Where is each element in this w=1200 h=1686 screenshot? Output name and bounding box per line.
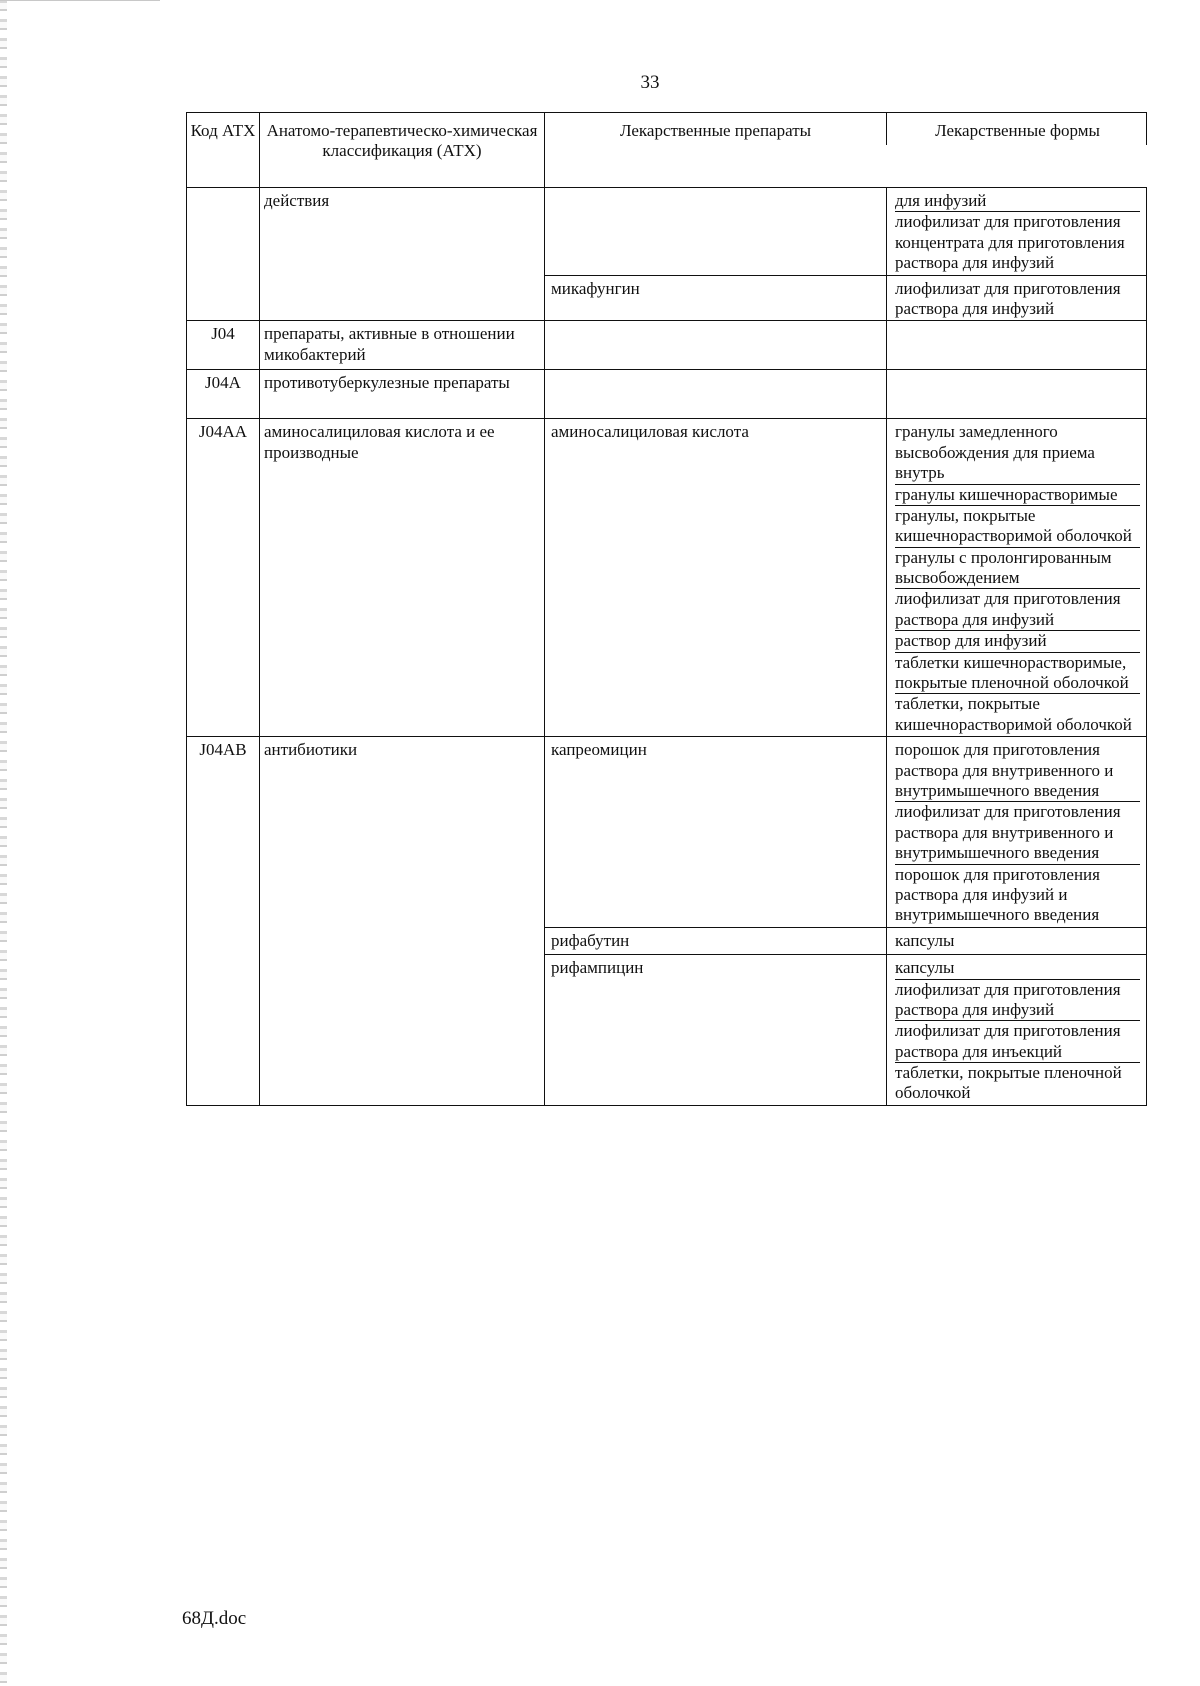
drug-form: таблетки кишечнорастворимые, покрытые пленочной оболочкой xyxy=(895,653,1140,695)
table-row xyxy=(186,321,1147,370)
atc-code: J04AB xyxy=(186,737,260,1105)
drug-group xyxy=(545,188,1147,276)
atc-code: J04A xyxy=(186,370,260,418)
drug-form: гранулы, покрытые кишечнорастворимой оболочкой xyxy=(895,506,1140,548)
drug-form xyxy=(895,324,1140,368)
drug-table xyxy=(186,112,1147,1106)
drug-name: рифампицин xyxy=(545,955,887,1105)
drug-group xyxy=(545,955,1147,1105)
drug-group xyxy=(545,737,1147,928)
table-row xyxy=(186,737,1147,1106)
table-row xyxy=(186,188,1147,321)
drug-form: лиофилизат для приготовления концентрата для приготовления раствора для инфузий xyxy=(895,212,1125,273)
drug-group xyxy=(545,419,1147,736)
drug-form: для инфузий xyxy=(895,191,1140,212)
drug-name xyxy=(545,188,887,275)
scan-edge xyxy=(0,0,7,1686)
atc-class: действия xyxy=(260,188,545,320)
drug-form: лиофилизат для приготовления раствора для инфузий xyxy=(895,589,1140,631)
scan-corner-line xyxy=(0,0,160,1)
drug-name: капреомицин xyxy=(545,737,887,927)
header-drugs: Лекарственные препараты xyxy=(545,113,887,145)
drug-form: капсулы xyxy=(895,958,1140,979)
header-atc-code: Код АТХ xyxy=(186,113,260,187)
drug-form: порошок для приготовления раствора для внутривенного и внутримышечного введения xyxy=(895,740,1140,802)
table-row xyxy=(186,419,1147,737)
drug-group xyxy=(545,928,1147,955)
table-header-row xyxy=(186,112,1147,188)
atc-code xyxy=(186,188,260,320)
drug-form: лиофилизат для приготовления раствора для инфузий xyxy=(895,980,1140,1022)
drug-form: порошок для приготовления раствора для инфузий и внутримышечного введения xyxy=(895,864,1100,925)
drug-name: микафунгин xyxy=(545,276,887,321)
table-row xyxy=(186,370,1147,419)
drug-form: гранулы с пролонгированным высвобождением xyxy=(895,548,1140,590)
drug-form: гранулы кишечнорастворимые xyxy=(895,485,1140,506)
footer-filename: 68Д.doc xyxy=(182,1608,247,1629)
drug-group xyxy=(545,276,1147,321)
atc-class: препараты, активные в отношении микобактерий xyxy=(260,321,545,369)
atc-class: противотуберкулезные препараты xyxy=(260,370,545,418)
header-forms: Лекарственные формы xyxy=(887,113,1147,145)
drug-form: капсулы xyxy=(895,930,955,950)
drug-form: лиофилизат для приготовления раствора для инъекций xyxy=(895,1021,1140,1063)
atc-code: J04AA xyxy=(186,419,260,736)
drug-name: аминосалициловая кислота xyxy=(545,419,887,736)
atc-class: антибиотики xyxy=(260,737,545,1105)
drug-form: лиофилизат для приготовления раствора для инфузий xyxy=(895,278,1121,318)
drug-name xyxy=(545,321,887,369)
drug-form: таблетки, покрытые кишечнорастворимой оболочкой xyxy=(895,694,1132,734)
drug-form: лиофилизат для приготовления раствора для внутривенного и внутримышечного введения xyxy=(895,802,1140,864)
drug-form: гранулы замедленного высвобождения для приема внутрь xyxy=(895,422,1140,484)
page-number: 33 xyxy=(640,72,660,93)
drug-form: раствор для инфузий xyxy=(895,631,1140,652)
atc-class: аминосалициловая кислота и ее производные xyxy=(260,419,545,736)
atc-code: J04 xyxy=(186,321,260,369)
drug-name xyxy=(545,370,887,418)
header-atc-classification: Анатомо-терапевтическо-химическая классификация (АТХ) xyxy=(260,113,545,187)
drug-form: таблетки, покрытые пленочной оболочкой xyxy=(895,1063,1122,1103)
drug-name: рифабутин xyxy=(545,928,887,954)
drug-form xyxy=(895,373,1140,417)
